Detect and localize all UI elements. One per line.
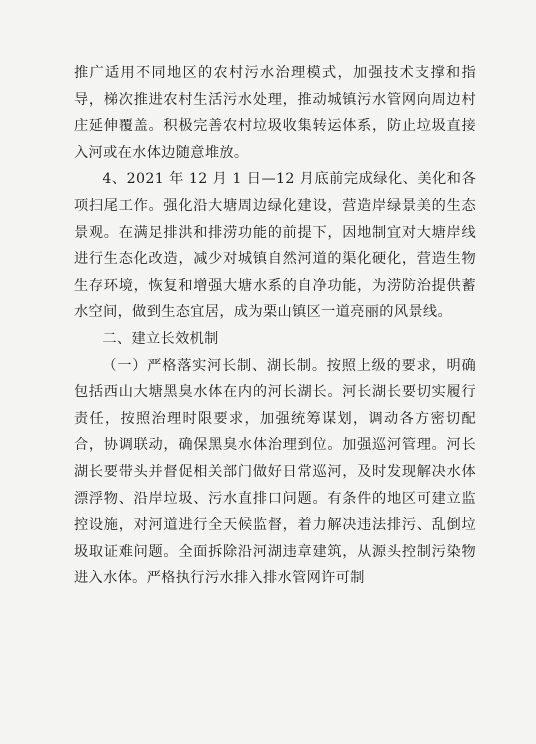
paragraph-rural-sewage: 推广适用不同地区的农村污水治理模式，加强技术支撑和指导，梯次推进农村生活污水处理，推动城镇污水管网向周边村庄延伸覆盖。积极完善农村垃圾收集转运体系，防止垃圾直接入河或在水体边随意堆放。 bbox=[74, 65, 476, 161]
section-heading-long-term-mechanism: 二、建立长效机制 bbox=[102, 330, 219, 347]
paragraph-greening-work: 4、2021 年 12 月 1 日—12 月底前完成绿化、美化和各项扫尾工作。强化沿大塘周边绿化建设，营造岸绿景美的生态景观。在满足排洪和排涝功能的前提下，因地制宜对大塘岸线进行生态化改造，减少对城镇自然河道的渠化硬化，营造生物生存环境，恢复和增强大塘水系的自净功能，为涝防治提供蓄水空间，做到生态宜居，成为栗山镇区一道亮丽的风景线。 bbox=[74, 171, 476, 321]
paragraph-river-chief-system: （一）严格落实河长制、湖长制。按照上级的要求，明确包括西山大塘黑臭水体在内的河长湖长。河长湖长要切实履行责任，按照治理时限要求，加强统筹谋划，调动各方密切配合，协调联动，确保黑臭水体治理到位。加强巡河管理。河长湖长要带头并督促相关部门做好日常巡河，及时发现解决水体漂浮物、沿岸垃圾、污水直排口问题。有条件的地区可建立监控设施，对河道进行全天候监督，着力解决违法排污、乱倒垃圾取证难问题。全面拆除沿河湖违章建筑，从源头控制污染物进入水体。严格执行污水排入排水管网许可制 bbox=[74, 357, 476, 587]
